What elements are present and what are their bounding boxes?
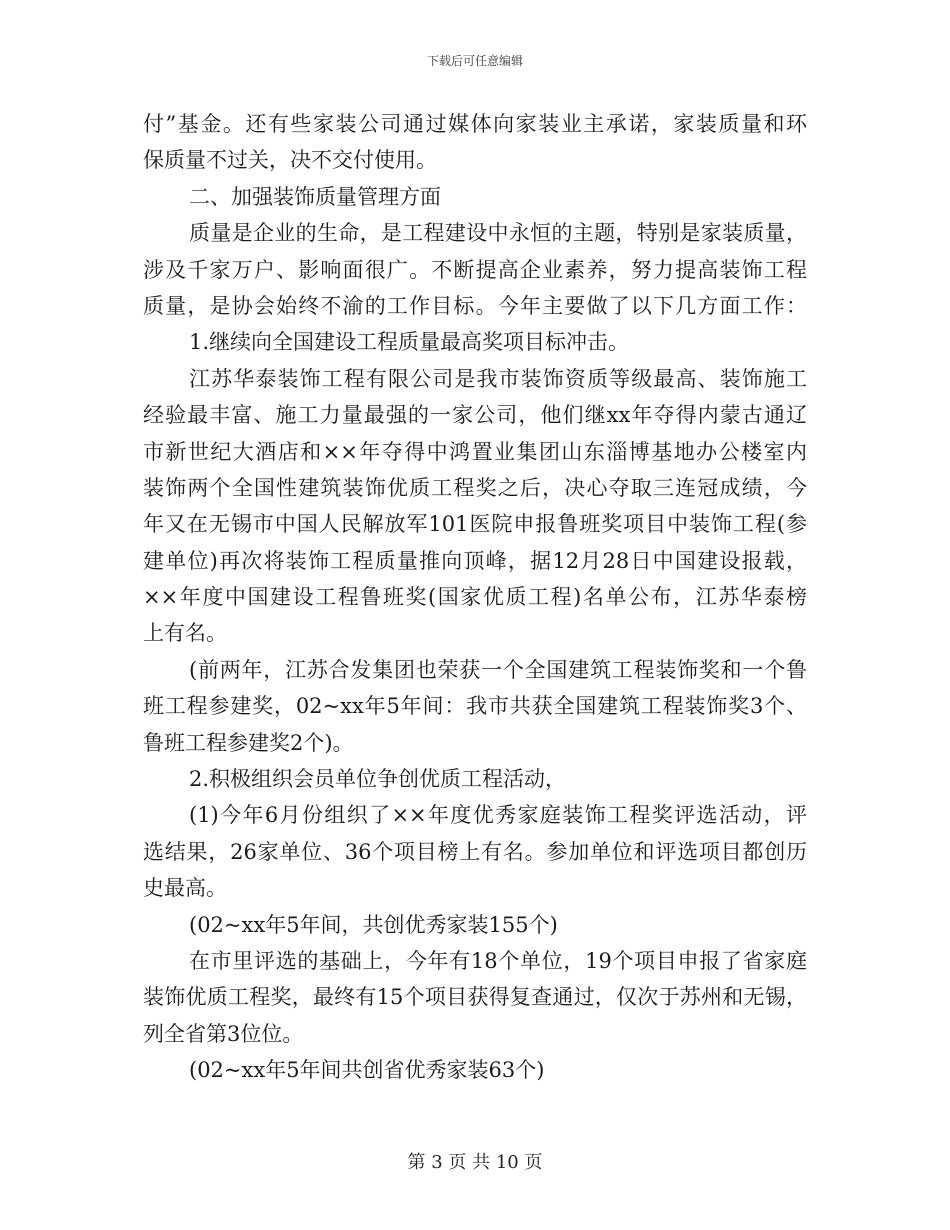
text-line: (02~xx年5年间，共创优秀家装155个) bbox=[189, 912, 558, 937]
list-item-heading: 2.积极组织会员单位争创优质工程活动， bbox=[189, 767, 567, 792]
text-line: 质量是企业的生命，是工程建设中永恒的主题，特别是家装质量， bbox=[189, 221, 807, 246]
text-line: 史最高。 bbox=[143, 876, 227, 901]
text-line: 上有名。 bbox=[143, 621, 227, 646]
section-heading: 二、加强装饰质量管理方面 bbox=[189, 184, 441, 209]
text-line: 选结果，26家单位、36个项目榜上有名。参加单位和评选项目都创历 bbox=[143, 839, 807, 864]
page-header: 下载后可任意编辑 bbox=[426, 54, 523, 68]
text-line: 市新世纪大酒店和××年夺得中鸿置业集团山东淄博基地办公楼室内 bbox=[143, 439, 807, 464]
list-item-heading: 1.继续向全国建设工程质量最高奖项目标冲击。 bbox=[189, 330, 630, 355]
text-line: 在市里评选的基础上，今年有18个单位，19个项目申报了省家庭 bbox=[189, 948, 807, 973]
text-line: 涉及千家万户、影响面很广。不断提高企业素养，努力提高装饰工程 bbox=[143, 257, 807, 282]
text-line: (1)今年6月份组织了××年度优秀家庭装饰工程奖评选活动，评 bbox=[189, 803, 807, 828]
text-line: 列全省第3位位。 bbox=[143, 1021, 304, 1046]
text-line: 班工程参建奖，02~xx年5年间：我市共获全国建筑工程装饰奖3个、 bbox=[143, 694, 807, 719]
text-line: 年又在无锡市中国人民解放军101医院申报鲁班奖项目中装饰工程(参 bbox=[143, 512, 807, 537]
page-number: 第 3 页 共 10 页 bbox=[407, 1152, 543, 1173]
text-line: (前两年，江苏合发集团也荣获一个全国建筑工程装饰奖和一个鲁 bbox=[189, 657, 807, 682]
text-line: (02~xx年5年间共创省优秀家装63个) bbox=[189, 1058, 545, 1083]
text-line: 经验最丰富、施工力量最强的一家公司，他们继xx年夺得内蒙古通辽 bbox=[143, 403, 807, 428]
text-line: 鲁班工程参建奖2个)。 bbox=[143, 730, 354, 755]
text-line: ××年度中国建设工程鲁班奖(国家优质工程)名单公布，江苏华泰榜 bbox=[143, 585, 807, 610]
text-line: 装饰优质工程奖，最终有15个项目获得复查通过，仅次于苏州和无锡， bbox=[143, 985, 807, 1010]
text-line: 保质量不过关，决不交付使用。 bbox=[143, 148, 437, 173]
text-line: 付”基金。还有些家装公司通过媒体向家装业主承诺，家装质量和环 bbox=[143, 112, 807, 136]
text-line: 建单位)再次将装饰工程质量推向顶峰，据12月28日中国建设报载， bbox=[143, 548, 807, 573]
text-line: 江苏华泰装饰工程有限公司是我市装饰资质等级最高、装饰施工 bbox=[189, 366, 807, 391]
text-line: 质量，是协会始终不渝的工作目标。今年主要做了以下几方面工作： bbox=[143, 293, 807, 318]
document-body bbox=[143, 106, 807, 1089]
text-line: 装饰两个全国性建筑装饰优质工程奖之后，决心夺取三连冠成绩，今 bbox=[143, 475, 807, 500]
